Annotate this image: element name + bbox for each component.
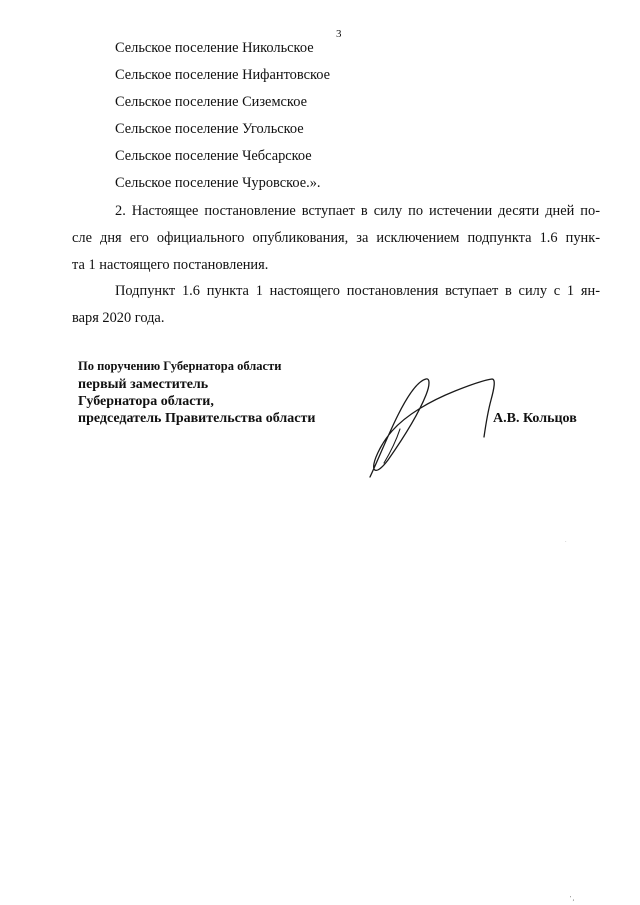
settlement-item: Сельское поселение Чебсарское — [115, 148, 312, 164]
signer-name: А.В. Кольцов — [493, 411, 577, 426]
page-number: 3 — [336, 28, 342, 40]
handwritten-signature — [360, 365, 510, 485]
scan-dot: · — [565, 540, 567, 545]
signatory-line: первый заместитель — [78, 377, 209, 392]
paragraph-line: сле дня его официального опубликования, за исключением подпункта 1.6 пунк- — [72, 230, 600, 246]
signatory-line: По поручению Губернатора области — [78, 359, 282, 373]
settlement-item: Сельское поселение Сиземское — [115, 94, 307, 110]
settlement-item: Сельское поселение Угольское — [115, 121, 304, 137]
settlement-item: Сельское поселение Нифантовское — [115, 67, 330, 83]
paragraph-line: 2. Настоящее постановление вступает в силу по истечении десяти дней по- — [115, 203, 600, 219]
paragraph-line: варя 2020 года. — [72, 310, 165, 326]
settlement-item: Сельское поселение Чуровское.». — [115, 175, 321, 191]
paragraph-line: Подпункт 1.6 пункта 1 настоящего постановления вступает в силу с 1 ян- — [115, 283, 600, 299]
signatory-line: Губернатора области, — [78, 394, 214, 409]
signatory-line: председатель Правительства области — [78, 411, 316, 426]
paragraph-line: та 1 настоящего постановления. — [72, 257, 269, 273]
corner-mark: ' , — [570, 896, 575, 902]
settlement-item: Сельское поселение Никольское — [115, 40, 314, 56]
